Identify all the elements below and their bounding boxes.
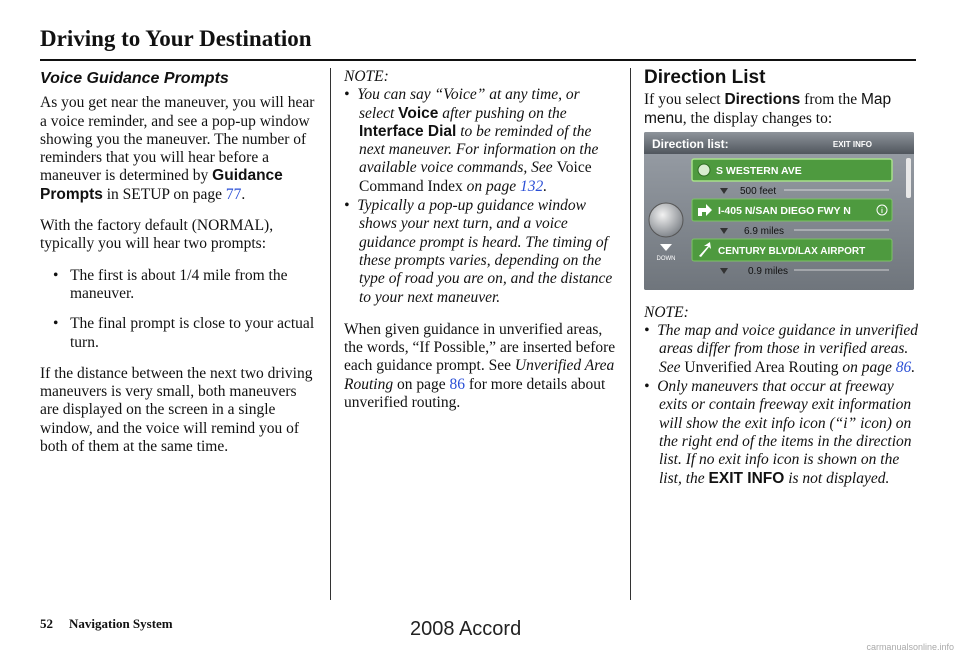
direction-list-screen [644, 132, 914, 290]
direction-distance-1: 500 feet [740, 185, 777, 197]
term-voice: Voice [398, 104, 439, 122]
term-map-menu: Map menu [644, 91, 892, 127]
page-number: 52 [40, 616, 53, 631]
page-link-86[interactable]: 86 [895, 358, 912, 376]
screen-title: Direction list: [652, 136, 729, 151]
note-list [644, 322, 920, 488]
column-divider [630, 68, 631, 600]
column-voice-guidance [40, 68, 318, 469]
direction-distance-3: 0.9 miles [748, 265, 789, 277]
term-directions: Directions [724, 91, 801, 109]
term-exit-info: EXIT INFO [708, 469, 785, 487]
footer-label: Navigation System [69, 616, 173, 631]
page-footer [40, 616, 173, 632]
page-link-77[interactable]: 77 [225, 185, 242, 203]
column-direction-list [644, 68, 920, 501]
list-item: • The first is about 1/4 mile from the maneuver. [53, 266, 288, 302]
page-link-86[interactable]: 86 [449, 375, 465, 393]
direction-name-2: I-405 N/SAN DIEGO FWY N [718, 204, 851, 217]
paragraph-unverified: When given guidance in unverified areas, the words, “If Possible,” are inserted before each guidance prompt. See Unverified Area Routing on page 86 for more details about unverified routing. [344, 320, 616, 412]
list-item: • Typically a pop-up guidance window shows your next turn, and a voice guidance prompt is heard. The timing of these prompts varies, depending on the type of road you are on, and the distance to your next maneuver. [344, 197, 613, 306]
term-interface-dial: Interface Dial [359, 122, 457, 140]
list-item: • Only maneuvers that occur at freeway exits or contain freeway exit information will show the exit info icon (“i” icon) on the right end of the items in the direction list. If no exit info icon is shown on the list, the EXIT INFO is not displayed. [644, 378, 912, 487]
site-watermark: carmanualsonline.info [866, 642, 954, 652]
paragraph-factory-default: With the factory default (NORMAL), typically you will hear two prompts: [40, 217, 274, 253]
svg-text:i: i [881, 207, 883, 215]
screen-scrollbar[interactable] [906, 158, 911, 198]
term-guidance-prompts: Guidance Prompts [40, 167, 283, 203]
screen-exit-info-label: EXIT INFO [832, 139, 872, 149]
section-heading-voice-guidance: Voice Guidance Prompts [40, 70, 229, 87]
paragraph-direction-intro: If you select Directions from the Map menu, the display changes to: [644, 91, 892, 127]
interface-dial-icon [649, 203, 683, 237]
paragraph-voice-reminder: As you get near the maneuver, you will hear a voice reminder, and see a pop-up window showing you the maneuver. The number of reminders that you will hear before a maneuver is determined by Guidance Prompts in SETUP on page 77. [40, 94, 315, 203]
column-notes [344, 68, 618, 425]
section-heading-direction-list: Direction List [644, 67, 766, 88]
destination-icon [698, 164, 710, 176]
paragraph-short-distance: If the distance between the next two driving maneuvers is very small, both maneuvers are displayed on the screen in a single window, and the voice will remind you of both of them at the same time. [40, 364, 313, 456]
list-item: • The map and voice guidance in unverified areas differ from those in verified areas. See Unverified Area Routing on page 86. [644, 322, 919, 376]
page-link-132[interactable]: 132 [520, 177, 544, 195]
note-label: NOTE: [344, 68, 389, 85]
model-watermark: 2008 Accord [410, 618, 522, 640]
down-label: DOWN [656, 255, 676, 262]
note-list [344, 86, 618, 307]
list-item: • The final prompt is close to your actual turn. [53, 315, 315, 351]
prompt-list [40, 267, 318, 352]
direction-name-1: S WESTERN AVE [716, 164, 802, 177]
page-title: Driving to Your Destination [40, 26, 312, 51]
direction-distance-2: 6.9 miles [744, 225, 785, 237]
note-label: NOTE: [644, 303, 689, 321]
column-divider [330, 68, 331, 600]
direction-list-screenshot [644, 132, 914, 290]
title-rule [40, 59, 916, 61]
direction-name-3: CENTURY BLVD/LAX AIRPORT [718, 245, 866, 257]
list-item: • You can say “Voice” at any time, or select Voice after pushing on the Interface Dial to be reminded of the next maneuver. For information on the available voice commands, See Voice Command Index on page 132. [344, 86, 599, 195]
